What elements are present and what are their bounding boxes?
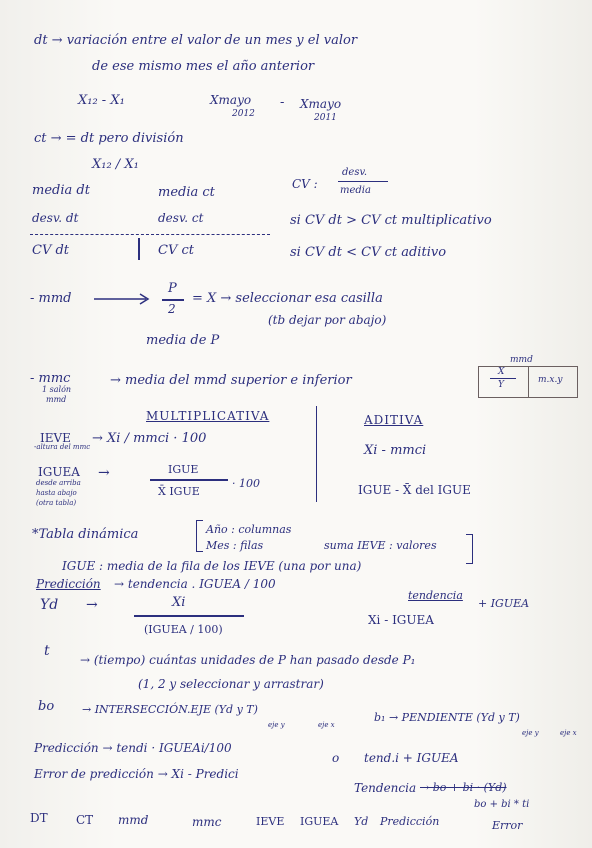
bo-label: bo [38, 699, 55, 714]
iguea-numerator: IGUE [168, 463, 199, 476]
cv-ct: CV ct [158, 243, 194, 258]
media-de-p: media de P [146, 333, 220, 348]
prediccion-tendencia-plus: + IGUEA [478, 597, 530, 610]
col-ieve: IEVE [256, 815, 285, 828]
col-mmc: mmc [192, 815, 222, 829]
cv-numerator: desv. [342, 167, 368, 178]
iguea-times-100: · 100 [232, 477, 260, 490]
col-mmd: mmd [118, 813, 149, 827]
t-definition-line2: (1, 2 y seleccionar y arrastrar) [138, 677, 324, 691]
col-error: Error [492, 819, 523, 832]
si-aditivo: si CV dt < CV ct aditivo [290, 245, 447, 260]
aditiva-title: ADITIVA [364, 413, 424, 427]
ieve-label: IEVE [40, 431, 71, 445]
pivot-label: *Tabla dinámica [32, 527, 139, 542]
media-dt: media dt [32, 183, 90, 198]
pivot-bracket-right [466, 534, 473, 564]
table-header: mmd [510, 355, 533, 365]
prediccion-definition: → tendencia . IGUEA / 100 [114, 577, 276, 591]
prediccion-2-or: o [332, 751, 340, 765]
t-definition-line1: → (tiempo) cuántas unidades de P han pasado desde P₁ [80, 653, 416, 667]
mmd-label: - mmd [30, 291, 72, 306]
mmd-note: (tb dejar por abajo) [268, 313, 387, 327]
tendencia-crossed: → bo + bi · (Yd) [420, 781, 507, 794]
bo-definition: → INTERSECCIÓN.EJE (Yd y T) [82, 703, 258, 716]
x12-minus-x1: X₁₂ - X₁ [78, 93, 125, 108]
ieve-sub: -altura del mmc [34, 443, 91, 451]
cv-dt: CV dt [32, 243, 70, 258]
iguea-arrow: → [98, 465, 110, 481]
iguea-label: IGUEA [38, 465, 80, 479]
mmd-frac-num: P [168, 281, 177, 296]
b1-eje-y: eje y [522, 729, 539, 737]
yd-fraction-bar [134, 615, 244, 617]
mmd-frac-den: 2 [168, 302, 176, 316]
vertical-separator [138, 238, 140, 260]
desv-dt: desv. dt [32, 211, 79, 225]
table-y: Y [498, 380, 504, 390]
table-divider [528, 366, 529, 398]
xmayo-2011: Xmayo [300, 97, 342, 111]
mmc-definition: → media del mmd superior e inferior [110, 373, 352, 388]
yd-aditiva: Xi - IGUEA [368, 613, 434, 627]
pivot-line2: Mes : filas [206, 539, 264, 552]
dashed-divider [30, 234, 270, 235]
bo-eje-y: eje y [268, 721, 285, 729]
pivot-line3: suma IEVE : valores [324, 539, 437, 552]
mmc-sub1: 1 salón [42, 385, 72, 394]
dt-definition-line2: de ese mismo mes el año anterior [92, 59, 315, 74]
iguea-aditiva: IGUE - X̄ del IGUE [358, 483, 471, 497]
ieve-aditiva: Xi - mmci [364, 443, 427, 458]
prediccion-label: Predicción [36, 577, 101, 591]
iguea-sub2: hasta abajo [36, 489, 77, 497]
iguea-denominator: X̄ IGUE [158, 485, 200, 498]
column-divider [316, 406, 317, 502]
ieve-multiplicativa: → Xi / mmci · 100 [92, 431, 207, 446]
col-prediccion: Predicción [380, 815, 440, 828]
year-2011: 2011 [314, 113, 337, 123]
iguea-sub3: (otra tabla) [36, 499, 77, 507]
x12-div-x1: X₁₂ / X₁ [92, 157, 139, 172]
iguea-fraction-bar [150, 479, 228, 481]
pivot-bracket-left [196, 520, 203, 552]
table-mxy: m.x.y [538, 375, 563, 385]
ct-definition: ct → = dt pero división [34, 131, 184, 146]
desv-ct: desv. ct [158, 211, 204, 225]
yd-denominator: (IGUEA / 100) [144, 623, 223, 636]
bo-eje-x: eje x [318, 721, 335, 729]
col-ct: CT [76, 813, 94, 827]
mmc-sub2: mmd [46, 395, 67, 404]
tendencia-formula: bo + bi * ti [474, 799, 530, 810]
cv-label: CV : [292, 177, 318, 191]
minus-sign: - [280, 95, 285, 110]
prediccion-2: Predicción → tendi · IGUEAi/100 [34, 741, 232, 755]
mmd-eq: = X → seleccionar esa casilla [192, 291, 383, 306]
col-dt: DT [30, 811, 48, 825]
si-multiplicativo: si CV dt > CV ct multiplicativo [290, 213, 492, 228]
xmayo-2012: Xmayo [210, 93, 252, 107]
prediccion-2-alt: tend.i + IGUEA [364, 751, 459, 765]
yd-label: Yd [40, 597, 59, 613]
mmc-label: - mmc [30, 371, 71, 386]
tendencia-label: Tendencia [354, 781, 417, 795]
t-label: t [44, 643, 50, 659]
multiplicativa-title: MULTIPLICATIVA [146, 409, 270, 423]
media-ct: media ct [158, 185, 215, 200]
mmd-fraction-bar [162, 299, 184, 301]
iguea-sub1: desde arriba [36, 479, 81, 487]
col-iguea: IGUEA [300, 815, 339, 828]
b1-definition: b₁ → PENDIENTE (Yd y T) [374, 711, 520, 724]
table-x: X [498, 367, 505, 377]
dt-definition-line1: dt → variación entre el valor de un mes y el valor [34, 33, 358, 48]
error-definition: Error de predicción → Xi - Predici [34, 767, 239, 781]
col-yd: Yd [354, 815, 369, 828]
cv-fraction-bar [338, 181, 388, 182]
yd-arrow: → [86, 597, 98, 613]
b1-eje-x: eje x [560, 729, 577, 737]
yd-numerator: Xi [172, 595, 186, 610]
cv-denominator: media [340, 185, 371, 196]
igue-definition: IGUE : media de la fila de los IEVE (una por una) [62, 559, 362, 573]
year-2012: 2012 [232, 109, 255, 119]
pivot-line1: Año : columnas [206, 523, 292, 536]
long-arrow-icon [92, 292, 152, 306]
table-fraction-bar [490, 378, 516, 379]
prediccion-tendencia: tendencia [408, 589, 463, 602]
